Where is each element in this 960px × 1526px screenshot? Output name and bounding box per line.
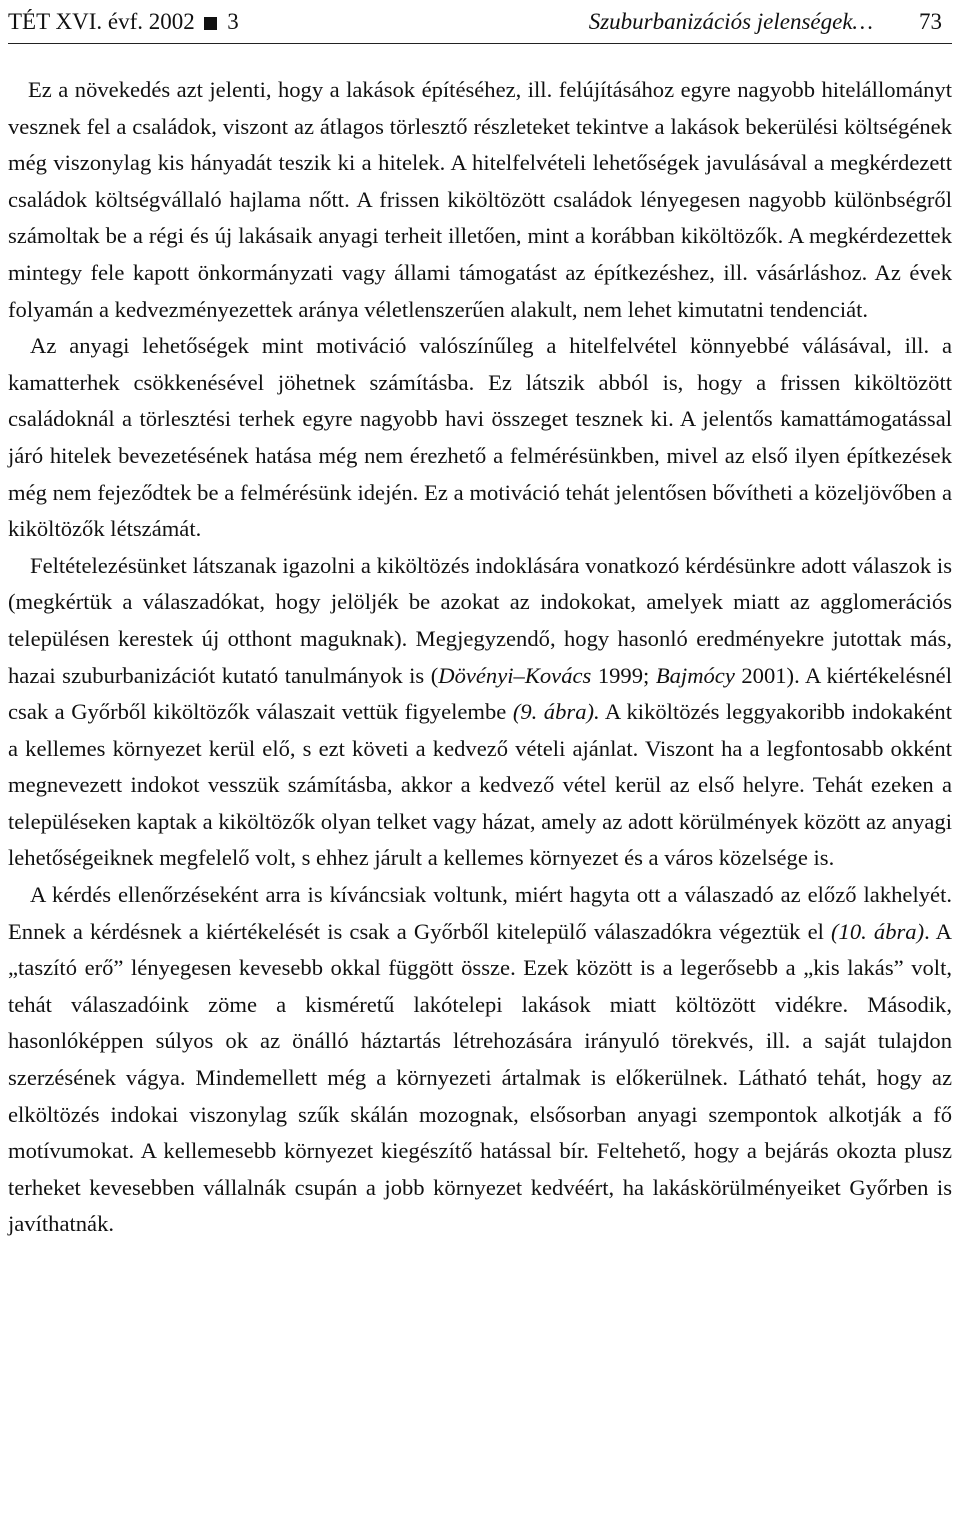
running-header — [8, 0, 952, 44]
paragraph-3-text: Feltételezésünket látszanak igazolni a kiköltözés indoklására vonatkozó kérdésünkre adott válaszok is (megkértük a válaszadókat, hogy jelöljék be azokat az indokokat, amelyek miatt az agglomerációs településen kerestek új otthont maguknak). Megjegyzendő, hogy hasonló eredményekre jutottak más, hazai szuburbanizációt kutató tanulmányok is ( — [8, 552, 952, 688]
journal-info — [8, 0, 239, 44]
paragraph-4-text-end: . A „taszító erő” lényegesen kevesebb okkal függött össze. Ezek között is a legerősebb a „kis lakás” volt, tehát válaszadóink zöme a kisméretű lakótelepi lakások miatt költözött vidékre. Második, hasonlóképpen súlyos ok az önálló háztartás létrehozására irányuló törekvés, ill. a saját tulajdon szerzésének vágya. Mindemellett még a környezeti ártalmak is előkerülnek. Látható tehát, hogy az elköltözés indokai viszonylag szűk skálán mozognak, elsősorban anyagi szempontok alkotják a fő motívumokat. A kellemesebb környezet kiegészítő hatással bír. Feltehető, hogy a bejárás okozta plusz terheket kevesebben vállalnák csupán a jobb környezet kedvéért, ha lakáskörülményeiket Győrben is javíthatnák. — [8, 918, 952, 1237]
journal-volume: TÉT XVI. évf. 2002 — [8, 9, 195, 34]
citation-year-2001: 2001). A kiértékelésnél csak a Győrből kiköltözők válaszait vettük figyelembe — [8, 662, 952, 725]
paragraph-1: Ez a növekedés azt jelenti, hogy a lakások építéséhez, ill. felújításához egyre nagyobb hitelállományt vesznek fel a családok, viszont az átlagos törlesztő részleteket tekintve a lakások bekerülési költségének még viszonylag kis hányadát teszik ki a hitelek. A hitelfelvételi lehetőségek javulásával a megkérdezett családok költségvállaló hajlama nőtt. A frissen kiköltözött családok lényegesen nagyobb különbségről számoltak be a régi és új lakásaik anyagi terheit illetően, mint a korábban kiköltözők. A megkérdezettek mintegy fele kapott önkormányzati vagy állami támogatást az építkezéshez, ill. vásárláshoz. Az évek folyamán a kedvezményezettek aránya véletlenszerűen alakult, nem lehet kimutatni tendenciát. — [8, 77, 952, 322]
paragraph-4 — [8, 877, 952, 1243]
document-page — [8, 0, 952, 1243]
paragraph-2: Az anyagi lehetőségek mint motiváció valószínűleg a hitelfelvétel könnyebbé válásával, ill. a kamatterhek csökkenésével jöhetnek számításba. Ez látszik abból is, hogy a frissen kiköltözött családoknál a törlesztési terhek egyre nagyobb havi összeget tesznek ki. A jelentős kamattámogatással járó hitelek bevezetésének hatása még nem érezhető a felmérésünkben, mivel az első ilyen építkezések még nem fejeződtek be a felmérésünk idején. Ez a motiváció tehát jelentősen bővítheti a közeljövőben a kiköltözők létszámát. — [8, 333, 952, 542]
page-number: 73 — [919, 9, 942, 34]
citation-author-bajmocy: Bajmócy — [655, 662, 735, 688]
paragraph-3-text-end: A kiköltözés leggyakoribb indokaként a kellemes környezet kerül elő, s ezt követi a kedvező vételi ajánlat. Viszont ha a legfontosabb okként megnevezett indokot vesszük számításba, akkor a kedvező vétel kerül az első helyre. Tehát ezeken a településeken kaptak a kiköltözők olyan telket vagy házat, amely az adott körülmények között az anyagi lehetőségeiknek megfelelő volt, s ehhez járult a kellemes környezet és a város közelsége is. — [8, 699, 953, 871]
figure-reference-10: (10. ábra) — [831, 918, 925, 944]
citation-author-dovenyi-kovacs: Dövényi–Kovács — [438, 662, 592, 688]
paragraph-4-text: A kérdés ellenőrzéseként arra is kíváncsiak voltunk, miért hagyta ott a válaszadó az előző lakhelyét. Ennek a kérdésnek a kiértékelését is csak a Győrből kitelepülő válaszadókra végeztük el — [8, 882, 952, 944]
black-square-icon — [204, 17, 217, 30]
citation-year-1999: 1999; — [591, 662, 656, 688]
paragraph-3 — [8, 548, 952, 877]
body-text — [8, 72, 952, 1243]
journal-issue: 3 — [227, 9, 239, 34]
figure-reference-9: (9. ábra). — [512, 699, 600, 725]
section-title: Szuburbanizációs jelenségek… — [588, 9, 873, 34]
